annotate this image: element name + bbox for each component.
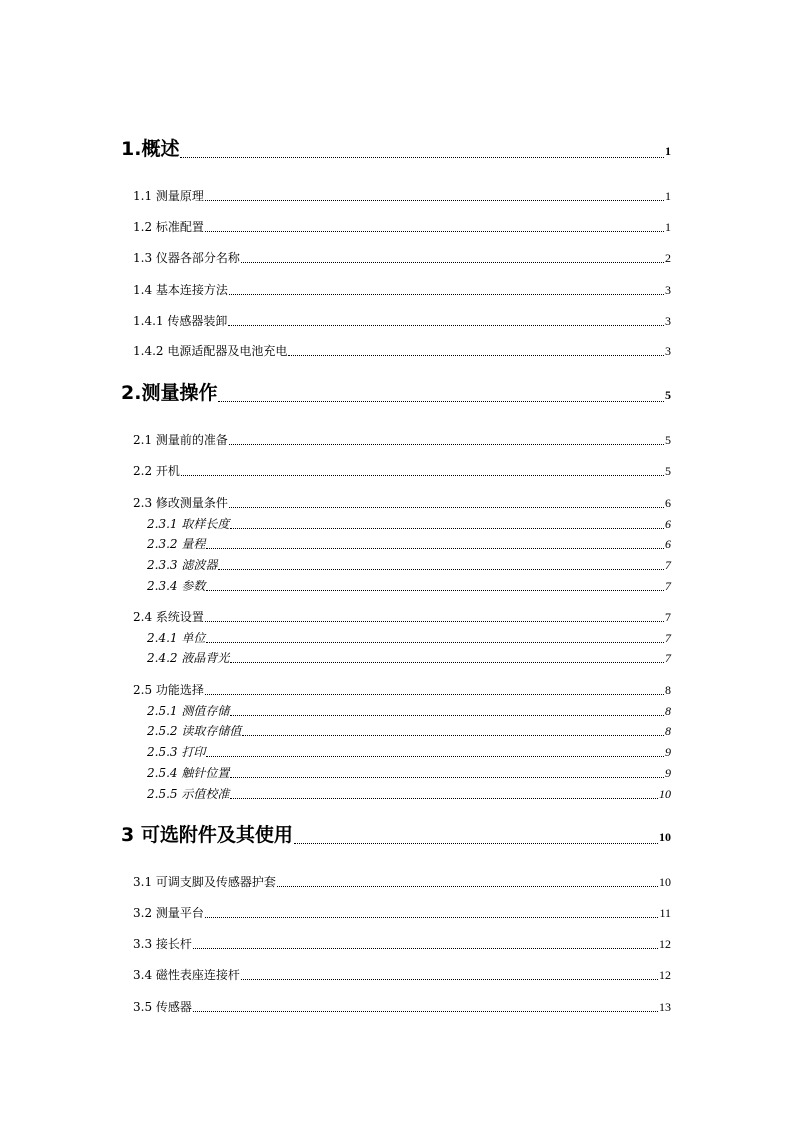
toc-entry[interactable] bbox=[147, 764, 671, 781]
dot-leader bbox=[288, 355, 664, 356]
toc-entry[interactable] bbox=[133, 187, 671, 204]
dot-leader bbox=[230, 798, 658, 799]
dot-leader bbox=[206, 590, 664, 591]
toc-entry-label: 2.5.3 打印 bbox=[147, 745, 206, 759]
dot-leader bbox=[180, 157, 664, 158]
toc-page-number: 9 bbox=[665, 745, 671, 759]
toc-entry[interactable] bbox=[133, 966, 671, 983]
toc-entry-label: 3.5 传感器 bbox=[133, 1000, 192, 1014]
toc-entry-label: 2.3 修改测量条件 bbox=[133, 496, 228, 510]
toc-page-number: 10 bbox=[659, 830, 671, 844]
toc-entry[interactable] bbox=[133, 431, 671, 448]
toc-page-number: 7 bbox=[665, 579, 671, 593]
toc-page-number: 10 bbox=[659, 875, 671, 889]
toc-page-number: 3 bbox=[665, 314, 671, 328]
dot-leader bbox=[242, 735, 664, 736]
dot-leader bbox=[229, 444, 664, 445]
toc-entry[interactable] bbox=[147, 515, 671, 532]
toc-entry-label: 3.1 可调支脚及传感器护套 bbox=[133, 875, 276, 889]
toc-entry[interactable] bbox=[147, 649, 671, 666]
dot-leader bbox=[229, 294, 664, 295]
toc-entry[interactable] bbox=[121, 820, 671, 847]
toc-entry[interactable] bbox=[133, 249, 671, 266]
toc-entry[interactable] bbox=[133, 935, 671, 952]
toc-page-number: 5 bbox=[665, 388, 671, 402]
toc-entry-label: 2.1 测量前的准备 bbox=[133, 433, 228, 447]
toc-entry[interactable] bbox=[133, 462, 671, 479]
toc-entry-label: 1.4.1 传感器装卸 bbox=[133, 314, 228, 328]
dot-leader bbox=[205, 694, 664, 695]
dot-leader bbox=[230, 662, 664, 663]
toc-entry-label: 2.5.2 读取存储值 bbox=[147, 724, 242, 738]
toc-page-number: 12 bbox=[659, 968, 671, 982]
toc-page-number: 1 bbox=[665, 144, 671, 158]
toc-entry-label: 3 可选附件及其使用 bbox=[121, 824, 293, 846]
toc-entry-label: 1.3 仪器各部分名称 bbox=[133, 251, 240, 265]
toc-entry-label: 1.4.2 电源适配器及电池充电 bbox=[133, 344, 288, 358]
dot-leader bbox=[229, 507, 664, 508]
dot-leader bbox=[181, 475, 664, 476]
toc-entry-label: 2.3.4 参数 bbox=[147, 579, 206, 593]
dot-leader bbox=[206, 756, 664, 757]
toc-page-number: 7 bbox=[665, 558, 671, 572]
toc-entry-label: 2.4 系统设置 bbox=[133, 610, 204, 624]
toc-entry-label: 2.3.1 取样长度 bbox=[147, 517, 230, 531]
toc-page-number: 1 bbox=[665, 189, 671, 203]
toc-page-number: 8 bbox=[665, 724, 671, 738]
toc-entry[interactable] bbox=[147, 702, 671, 719]
toc-page-number: 3 bbox=[665, 344, 671, 358]
dot-leader bbox=[228, 325, 664, 326]
toc-page-number: 1 bbox=[665, 220, 671, 234]
toc-entry-label: 2.5.4 触针位置 bbox=[147, 766, 230, 780]
toc-entry[interactable] bbox=[133, 904, 671, 921]
toc-entry[interactable] bbox=[133, 873, 671, 890]
toc-entry[interactable] bbox=[133, 312, 671, 329]
toc-entry[interactable] bbox=[133, 281, 671, 298]
dot-leader bbox=[241, 979, 658, 980]
toc-page-number: 6 bbox=[665, 537, 671, 551]
toc-page-number: 7 bbox=[665, 651, 671, 665]
toc-page-number: 8 bbox=[665, 704, 671, 718]
toc-page-number: 2 bbox=[665, 251, 671, 265]
toc-entry-label: 1.4 基本连接方法 bbox=[133, 283, 228, 297]
toc-entry-label: 2.测量操作 bbox=[121, 382, 218, 404]
dot-leader bbox=[277, 886, 658, 887]
dot-leader bbox=[206, 642, 664, 643]
dot-leader bbox=[205, 917, 659, 918]
toc-entry[interactable] bbox=[133, 998, 671, 1015]
toc-page-number: 10 bbox=[659, 787, 671, 801]
dot-leader bbox=[206, 548, 664, 549]
toc-page-number: 7 bbox=[665, 631, 671, 645]
toc-entry-label: 2.4.1 单位 bbox=[147, 631, 206, 645]
toc-entry-label: 1.概述 bbox=[121, 138, 180, 160]
toc-page-number: 12 bbox=[659, 937, 671, 951]
dot-leader bbox=[218, 569, 664, 570]
toc-page-number: 6 bbox=[665, 496, 671, 510]
toc-entry[interactable] bbox=[133, 218, 671, 235]
toc-page-number: 5 bbox=[665, 433, 671, 447]
dot-leader bbox=[193, 1011, 658, 1012]
toc-entry-label: 3.2 测量平台 bbox=[133, 906, 204, 920]
toc-page-number: 11 bbox=[659, 906, 671, 920]
toc-page-number: 7 bbox=[665, 610, 671, 624]
dot-leader bbox=[205, 621, 664, 622]
dot-leader bbox=[205, 231, 664, 232]
toc-entry-label: 3.3 接长杆 bbox=[133, 937, 192, 951]
toc-entry-label: 2.3.3 滤波器 bbox=[147, 558, 218, 572]
toc-entry-label: 2.2 开机 bbox=[133, 464, 180, 478]
toc-page-number: 9 bbox=[665, 766, 671, 780]
toc-entry-label: 1.2 标准配置 bbox=[133, 220, 204, 234]
toc-page-number: 6 bbox=[665, 517, 671, 531]
toc-entry[interactable] bbox=[121, 378, 671, 405]
toc-entry[interactable] bbox=[147, 722, 671, 739]
toc-entry-label: 2.5 功能选择 bbox=[133, 683, 204, 697]
toc-entry[interactable] bbox=[147, 785, 671, 802]
toc-entry[interactable] bbox=[147, 556, 671, 573]
dot-leader bbox=[230, 528, 664, 529]
toc-entry-label: 1.1 测量原理 bbox=[133, 189, 204, 203]
toc-entry[interactable] bbox=[147, 577, 671, 594]
toc-entry-label: 3.4 磁性表座连接杆 bbox=[133, 968, 240, 982]
dot-leader bbox=[230, 777, 664, 778]
toc-entry[interactable] bbox=[133, 681, 671, 698]
toc-entry[interactable] bbox=[147, 629, 671, 646]
dot-leader bbox=[218, 401, 664, 402]
toc-entry-label: 2.5.5 示值校准 bbox=[147, 787, 230, 801]
toc-entry[interactable] bbox=[133, 342, 671, 359]
dot-leader bbox=[205, 200, 664, 201]
toc-entry-label: 2.5.1 测值存储 bbox=[147, 704, 230, 718]
toc-entry[interactable] bbox=[147, 535, 671, 552]
toc-entry[interactable] bbox=[147, 743, 671, 760]
toc-entry[interactable] bbox=[121, 134, 671, 161]
toc-entry-label: 2.3.2 量程 bbox=[147, 537, 206, 551]
toc-entry[interactable] bbox=[133, 494, 671, 511]
dot-leader bbox=[230, 715, 664, 716]
dot-leader bbox=[294, 843, 658, 844]
toc-page-number: 5 bbox=[665, 464, 671, 478]
toc-entry[interactable] bbox=[133, 608, 671, 625]
toc-page-number: 8 bbox=[665, 683, 671, 697]
toc-entry-label: 2.4.2 液晶背光 bbox=[147, 651, 230, 665]
dot-leader bbox=[241, 262, 664, 263]
toc-page-number: 3 bbox=[665, 283, 671, 297]
dot-leader bbox=[193, 948, 658, 949]
toc-page-number: 13 bbox=[659, 1000, 671, 1014]
